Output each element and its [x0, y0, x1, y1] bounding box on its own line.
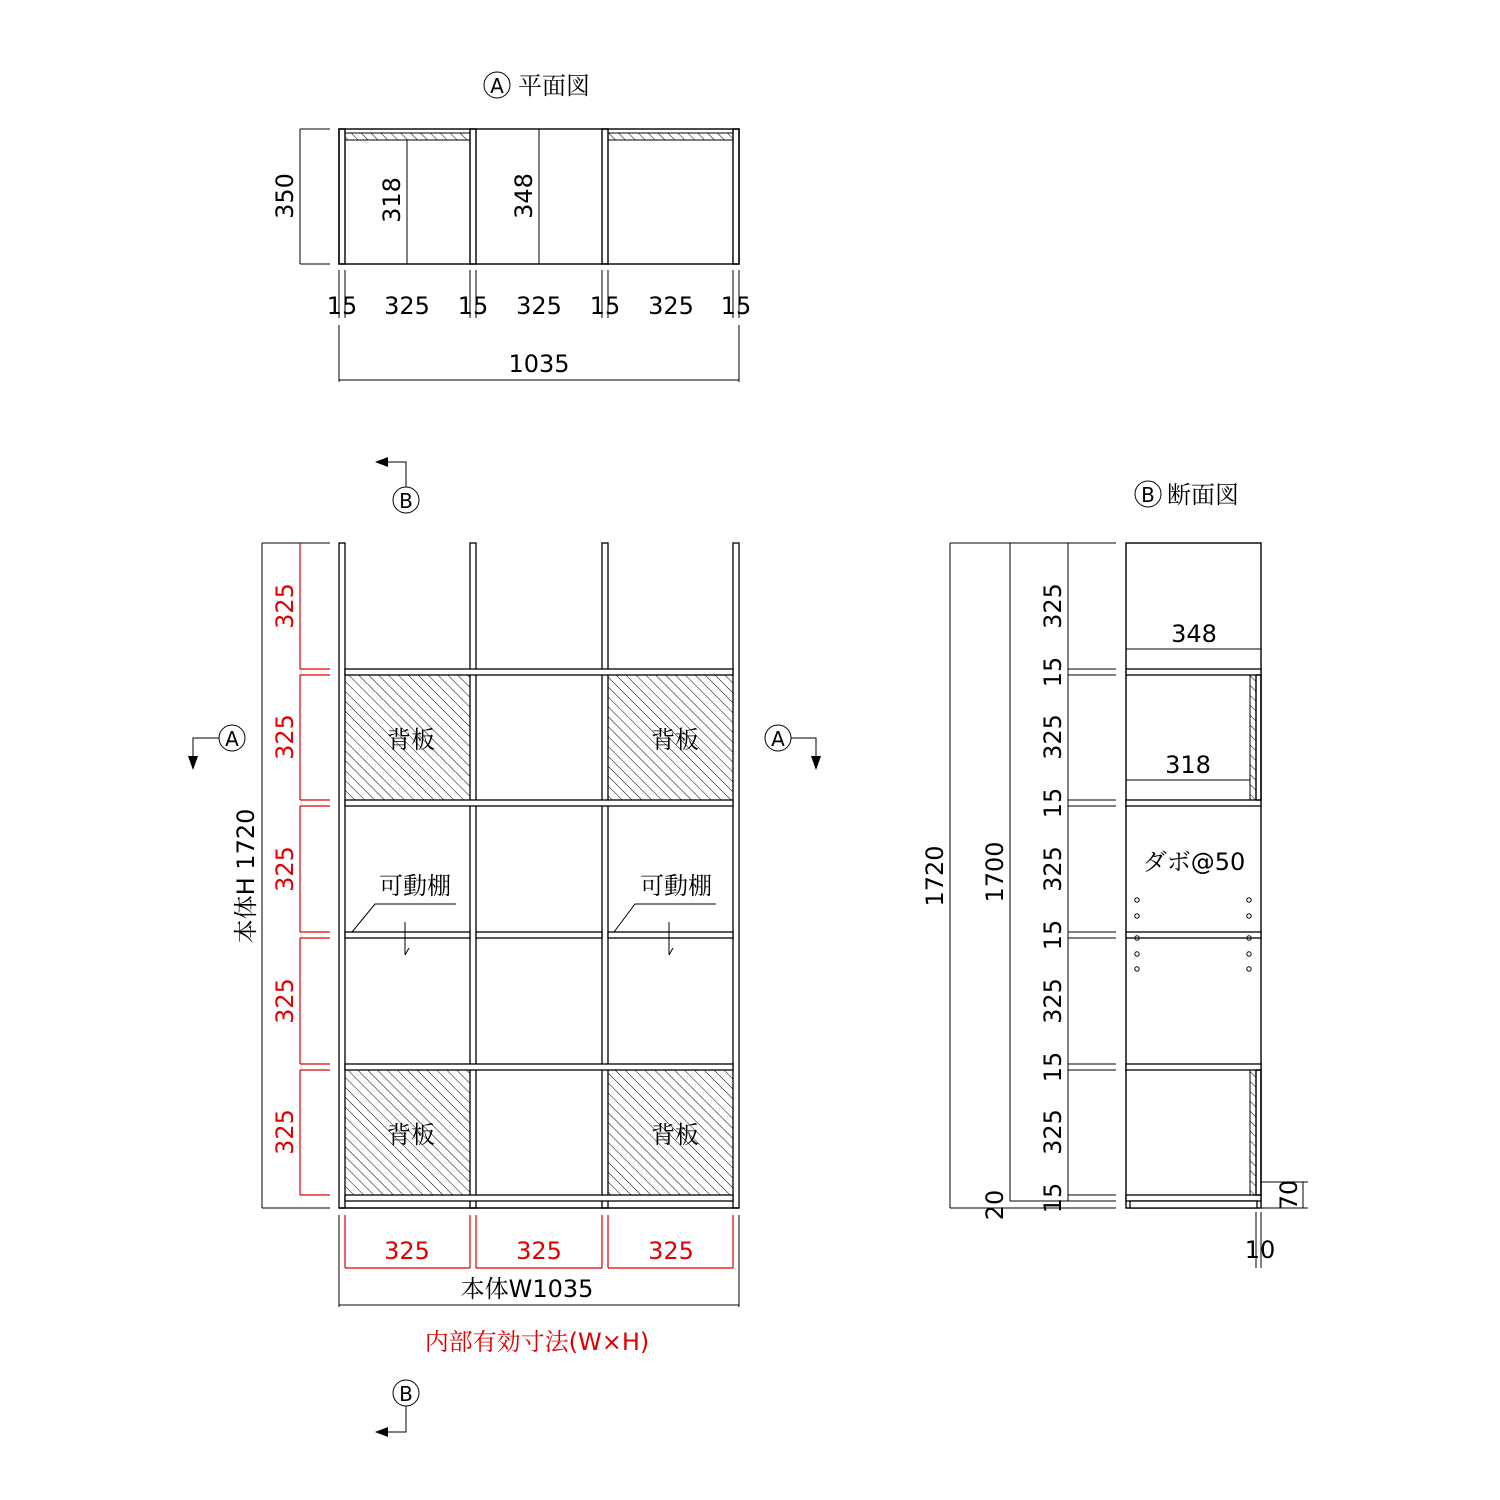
side-panel-right: [733, 543, 739, 1208]
marker-b-bottom: B: [399, 1382, 413, 1406]
inner-width: 325: [384, 1237, 430, 1265]
side-panel-left: [339, 543, 345, 1208]
body-width-label: 本体W1035: [460, 1275, 594, 1303]
plan-width-15: 15: [589, 292, 621, 320]
stack-15: 15: [1039, 919, 1067, 951]
section-shelf: [1126, 669, 1261, 675]
section-marker-b-bottom: [375, 1380, 419, 1437]
movable-shelf: [476, 932, 602, 938]
section-depth-348: 348: [1171, 620, 1217, 648]
section-back-strip: [1256, 1070, 1261, 1195]
section-bottom: [1126, 1195, 1261, 1201]
plan-inner-depth-348: 348: [510, 173, 538, 219]
plan-back-panel: [345, 133, 470, 140]
plan-title-text: 平面図: [518, 72, 590, 100]
stack-15: 15: [1039, 656, 1067, 688]
body-height: 1700: [981, 841, 1009, 903]
section-marker: B: [1141, 483, 1155, 507]
inner-height: 325: [271, 583, 299, 629]
plan-width-325: 325: [648, 292, 694, 320]
fixed-shelf: [345, 800, 733, 806]
back-panel-label: 背板: [387, 726, 435, 754]
marker-a-right: A: [771, 727, 785, 751]
inner-height: 325: [271, 714, 299, 760]
section-view: [921, 481, 1308, 1268]
section-marker-a-right: [765, 725, 821, 770]
base-height: 20: [981, 1189, 1009, 1221]
plan-inner-depth-318: 318: [378, 177, 406, 223]
inner-height: 325: [271, 846, 299, 892]
plan-side-panel: [339, 129, 345, 264]
divider-panel: [470, 543, 476, 1208]
plan-side-panel: [733, 129, 739, 264]
stack-325: 325: [1039, 1109, 1067, 1155]
stack-15: 15: [1039, 787, 1067, 819]
movable-shelf-label: 可動棚: [640, 872, 712, 900]
section-depth-318: 318: [1165, 751, 1211, 779]
front-view: [188, 457, 821, 1437]
stack-325: 325: [1039, 846, 1067, 892]
total-height: 1720: [921, 845, 949, 907]
section-shelf: [1126, 932, 1261, 938]
stack-325: 325: [1039, 714, 1067, 760]
inner-height: 325: [271, 1109, 299, 1155]
plan-width-15: 15: [457, 292, 489, 320]
plinth-height: 70: [1275, 1179, 1303, 1211]
section-shelf: [1126, 800, 1261, 806]
dowel-label: ダボ@50: [1142, 848, 1246, 876]
plan-view: [271, 72, 751, 382]
body-height-label: 本体H 1720: [232, 808, 260, 944]
inner-width: 325: [516, 1237, 562, 1265]
leader-line: [614, 904, 716, 932]
section-title-text: 断面図: [1167, 481, 1239, 509]
back-panel-label: 背板: [387, 1121, 435, 1149]
inner-height: 325: [271, 978, 299, 1024]
plan-total-width: 1035: [508, 350, 570, 378]
stack-ticks: [1068, 669, 1116, 1195]
plan-title: [484, 72, 590, 100]
plan-back-panel: [608, 133, 733, 140]
movable-shelf: [345, 932, 470, 938]
section-back-strip: [1256, 675, 1261, 800]
section-title: [1135, 481, 1239, 509]
plan-divider-panel: [470, 129, 476, 264]
fixed-shelf: [345, 669, 733, 675]
inner-width: 325: [648, 1237, 694, 1265]
fixed-shelf: [345, 1064, 733, 1070]
section-shelf: [1126, 1064, 1261, 1070]
plan-width-15: 15: [326, 292, 358, 320]
plan-width-15: 15: [720, 292, 752, 320]
stack-15: 15: [1039, 1051, 1067, 1083]
plan-marker: A: [490, 74, 504, 98]
section-base: [1130, 1201, 1257, 1208]
back-panel-label: 背板: [651, 726, 699, 754]
effective-dimension-note: 内部有効寸法(W×H): [424, 1328, 650, 1356]
plan-divider-panel: [602, 129, 608, 264]
section-back-panel: [1250, 675, 1256, 800]
stack-15: 15: [1039, 1182, 1067, 1214]
marker-a-left: A: [225, 727, 239, 751]
section-back-panel: [1250, 1070, 1256, 1195]
divider-panel: [602, 543, 608, 1208]
plan-width-325: 325: [516, 292, 562, 320]
plan-depth: 350: [271, 173, 299, 219]
inner-height-dims: [300, 543, 330, 1195]
plan-width-325: 325: [384, 292, 430, 320]
movable-shelf-label: 可動棚: [379, 872, 451, 900]
movable-shelf: [608, 932, 733, 938]
stack-325: 325: [1039, 978, 1067, 1024]
back-gap: 10: [1244, 1236, 1276, 1264]
stack-325: 325: [1039, 583, 1067, 629]
bottom-board: [345, 1195, 733, 1201]
section-marker-b-top: [375, 457, 419, 513]
marker-b-top: B: [399, 489, 413, 513]
back-panel-label: 背板: [651, 1121, 699, 1149]
leader-line: [352, 904, 456, 932]
section-marker-a-left: [188, 725, 245, 770]
